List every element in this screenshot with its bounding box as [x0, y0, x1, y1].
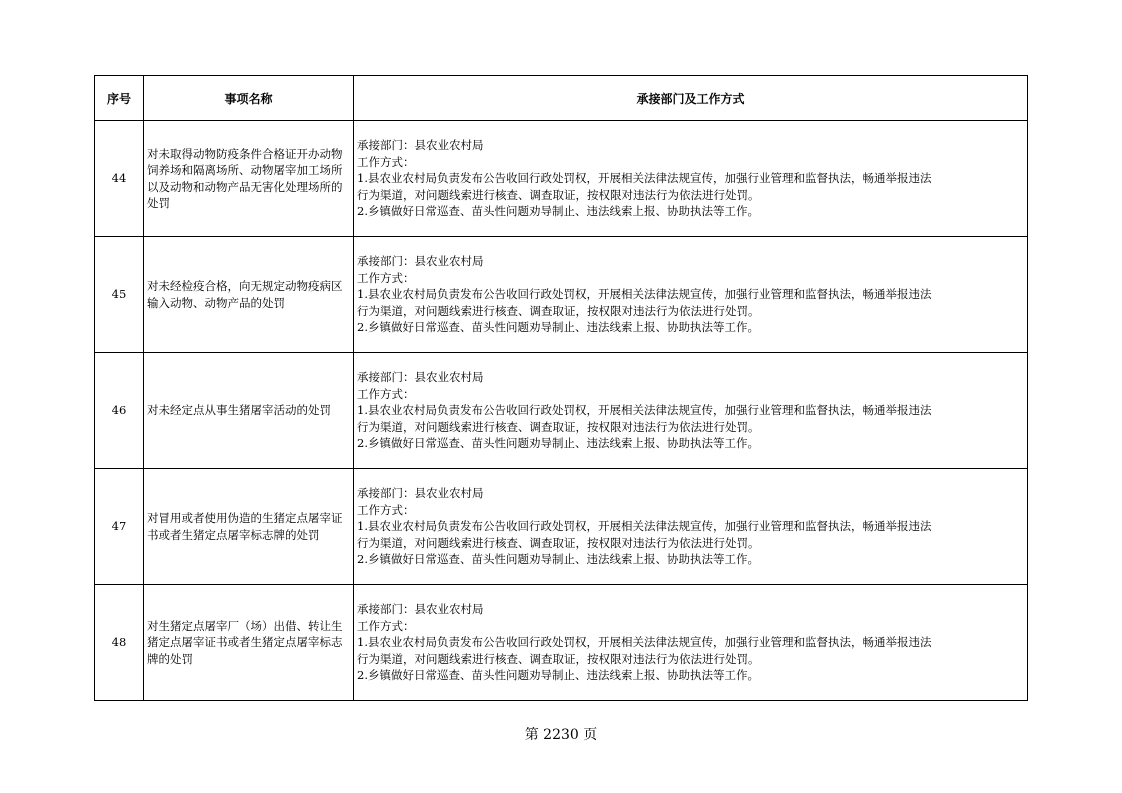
item1-line-a: 1.县农业农村局负责发布公告收回行政处罚权，开展相关法律法规宣传，加强行业管理和监督执法，畅通举报违法: [357, 403, 932, 418]
header-row: [95, 76, 1028, 121]
mode-line: 工作方式：: [357, 618, 415, 633]
mode-line: 工作方式：: [357, 502, 415, 517]
item-name: 对未经检疫合格，向无规定动物疫病区输入动物、动物产品的处罚: [144, 237, 354, 353]
mode-line: 工作方式：: [357, 386, 415, 401]
items-table: [94, 75, 1028, 701]
method-cell: [354, 237, 1028, 353]
method-cell: [354, 585, 1028, 701]
item2-line: 2.乡镇做好日常巡查、苗头性问题劝导制止、违法线索上报、协助执法等工作。: [357, 320, 759, 335]
mode-line: 工作方式：: [357, 270, 415, 285]
item2-line: 2.乡镇做好日常巡查、苗头性问题劝导制止、违法线索上报、协助执法等工作。: [357, 436, 759, 451]
item2-line: 2.乡镇做好日常巡查、苗头性问题劝导制止、违法线索上报、协助执法等工作。: [357, 668, 759, 683]
item1-line-b: 行为渠道，对问题线索进行核查、调查取证，按权限对违法行为依法进行处罚。: [357, 419, 760, 434]
item2-line: 2.乡镇做好日常巡查、苗头性问题劝导制止、违法线索上报、协助执法等工作。: [357, 552, 759, 567]
item1-line-b: 行为渠道，对问题线索进行核查、调查取证，按权限对违法行为依法进行处罚。: [357, 303, 760, 318]
item1-line-b: 行为渠道，对问题线索进行核查、调查取证，按权限对违法行为依法进行处罚。: [357, 535, 760, 550]
item1-line-a: 1.县农业农村局负责发布公告收回行政处罚权，开展相关法律法规宣传，加强行业管理和监督执法，畅通举报违法: [357, 519, 932, 534]
method-cell: [354, 353, 1028, 469]
dept-line: 承接部门：县农业农村局: [357, 138, 484, 153]
row-number: 45: [95, 237, 144, 353]
table-row: [95, 353, 1028, 469]
method-cell: [354, 121, 1028, 237]
item1-line-a: 1.县农业农村局负责发布公告收回行政处罚权，开展相关法律法规宣传，加强行业管理和监督执法，畅通举报违法: [357, 287, 932, 302]
item1-line-a: 1.县农业农村局负责发布公告收回行政处罚权，开展相关法律法规宣传，加强行业管理和监督执法，畅通举报违法: [357, 635, 932, 650]
item-name: 对冒用或者使用伪造的生猪定点屠宰证书或者生猪定点屠宰标志牌的处罚: [144, 469, 354, 585]
item1-line-a: 1.县农业农村局负责发布公告收回行政处罚权，开展相关法律法规宣传，加强行业管理和监督执法，畅通举报违法: [357, 171, 932, 186]
method-cell: [354, 469, 1028, 585]
header-method: 承接部门及工作方式: [354, 76, 1028, 121]
item-name: 对未取得动物防疫条件合格证开办动物饲养场和隔离场所、动物屠宰加工场所以及动物和动物产品无害化处理场所的处罚: [144, 121, 354, 237]
row-number: 47: [95, 469, 144, 585]
item-name: 对未经定点从事生猪屠宰活动的处罚: [144, 353, 354, 469]
row-number: 44: [95, 121, 144, 237]
table-row: [95, 585, 1028, 701]
page-number: 第 2230 页: [524, 727, 598, 743]
header-name: 事项名称: [144, 76, 354, 121]
item-name: 对生猪定点屠宰厂（场）出借、转让生猪定点屠宰证书或者生猪定点屠宰标志牌的处罚: [144, 585, 354, 701]
item1-line-b: 行为渠道，对问题线索进行核查、调查取证，按权限对违法行为依法进行处罚。: [357, 651, 760, 666]
row-number: 46: [95, 353, 144, 469]
table-row: [95, 237, 1028, 353]
row-number: 48: [95, 585, 144, 701]
dept-line: 承接部门：县农业农村局: [357, 486, 484, 501]
header-num: 序号: [95, 76, 144, 121]
dept-line: 承接部门：县农业农村局: [357, 254, 484, 269]
table-row: [95, 121, 1028, 237]
mode-line: 工作方式：: [357, 154, 415, 169]
dept-line: 承接部门：县农业农村局: [357, 370, 484, 385]
table-row: [95, 469, 1028, 585]
item1-line-b: 行为渠道，对问题线索进行核查、调查取证，按权限对违法行为依法进行处罚。: [357, 187, 760, 202]
item2-line: 2.乡镇做好日常巡查、苗头性问题劝导制止、违法线索上报、协助执法等工作。: [357, 204, 759, 219]
dept-line: 承接部门：县农业农村局: [357, 602, 484, 617]
